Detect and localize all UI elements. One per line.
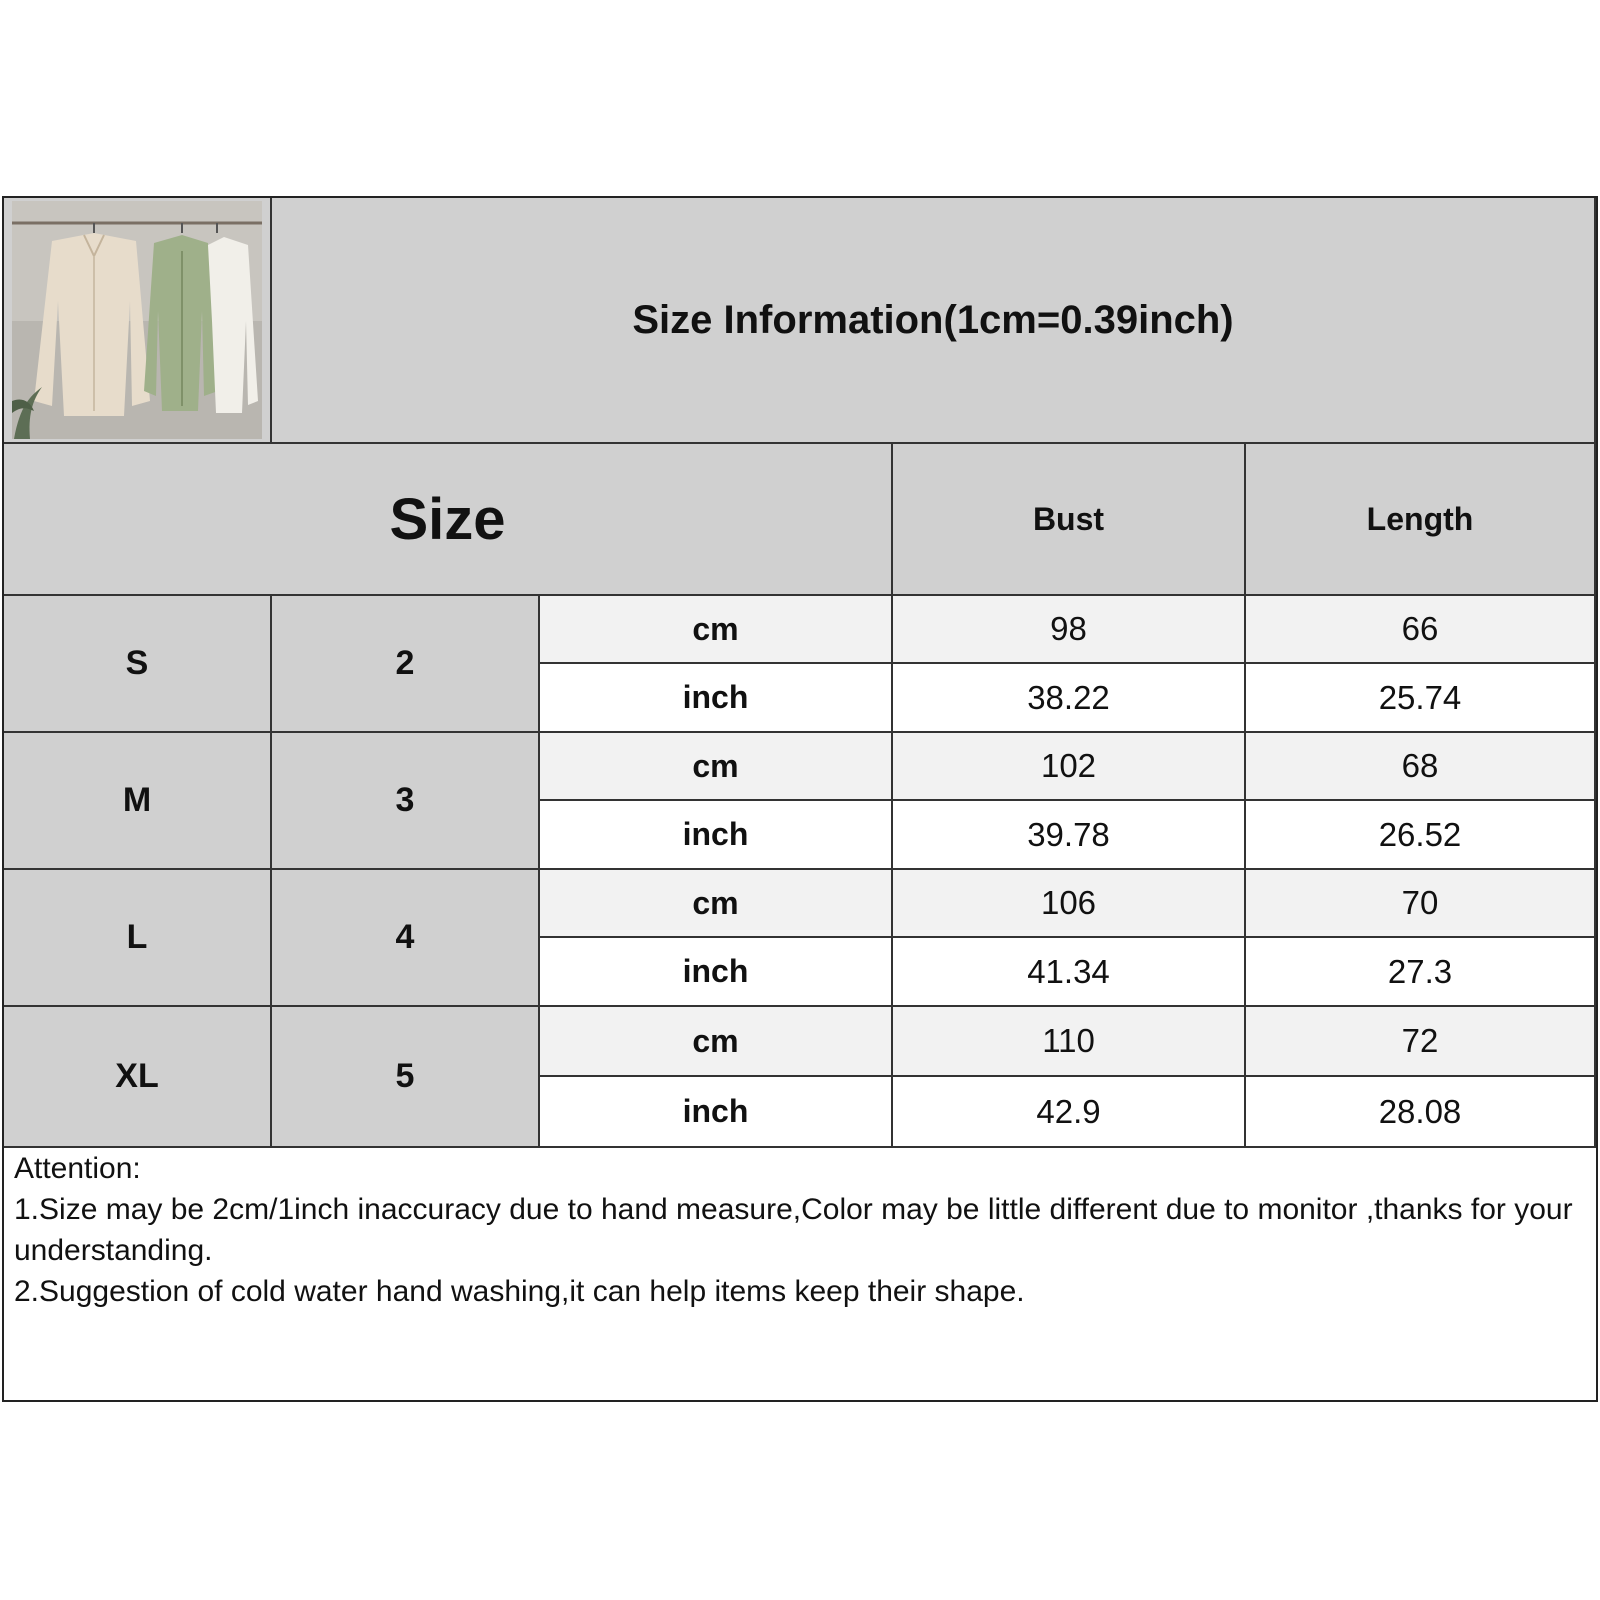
length-value-cell [1246,801,1596,870]
unit-cell [540,1077,893,1148]
bust-value: 41.34 [1027,952,1110,990]
unit-cell [540,870,893,938]
page-title: Size Information(1cm=0.39inch) [632,297,1234,342]
product-photo [12,201,262,439]
bust-value: 106 [1040,884,1097,921]
length-value: 27.3 [1387,952,1453,990]
unit-label: inch [682,679,749,715]
length-value-cell [1246,1007,1596,1077]
bust-value: 38.22 [1027,678,1110,716]
bust-value-cell [893,1077,1246,1148]
bust-value: 39.78 [1027,815,1110,853]
bust-header: Bust [1032,500,1105,537]
size-label: S [125,644,149,682]
size-number-cell [272,1007,540,1148]
size-cell [4,870,272,1007]
title-cell [272,198,1596,444]
bust-value: 110 [1042,1022,1095,1059]
unit-label: cm [692,1022,739,1059]
size-label: L [126,918,148,956]
size-number: 4 [395,918,415,956]
length-header-cell [1246,444,1596,596]
size-cell [4,1007,272,1148]
length-value: 28.08 [1378,1092,1462,1130]
size-header: Size [389,486,506,552]
length-value: 70 [1401,884,1439,921]
bust-header-cell [893,444,1246,596]
unit-cell [540,801,893,870]
attention-notes [4,1148,1596,1400]
size-label: XL [115,1057,159,1095]
length-header: Length [1366,500,1474,537]
bust-value: 42.9 [1036,1092,1101,1130]
unit-label: cm [692,747,739,784]
unit-cell [540,664,893,733]
attention-note: 2.Suggestion of cold water hand washing,it can help items keep their shape. [14,1275,1025,1308]
bust-value-cell [893,733,1246,801]
unit-label: inch [682,816,749,852]
size-cell [4,596,272,733]
attention-heading: Attention: [14,1152,141,1185]
size-number: 3 [395,781,415,819]
length-value: 72 [1401,1022,1439,1059]
unit-cell [540,1007,893,1077]
bust-value-cell [893,870,1246,938]
unit-cell [540,733,893,801]
size-chart [2,196,1598,1402]
attention-note: 1.Size may be 2cm/1inch inaccuracy due to hand measure,Color may be little different due to monitor ,thanks for your understanding. [14,1193,1573,1267]
size-number-cell [272,870,540,1007]
size-number-cell [272,596,540,733]
product-photo-cell [4,198,272,444]
bust-value-cell [893,596,1246,664]
size-number: 5 [395,1057,415,1095]
bust-value-cell [893,938,1246,1007]
size-label: M [122,781,152,819]
length-value: 25.74 [1378,678,1462,716]
length-value-cell [1246,1077,1596,1148]
bust-value: 102 [1040,747,1097,784]
unit-label: inch [682,953,749,989]
length-value: 26.52 [1378,815,1462,853]
unit-label: cm [692,884,739,921]
length-value-cell [1246,733,1596,801]
bust-value: 98 [1050,610,1087,647]
bust-value-cell [893,1007,1246,1077]
size-number: 2 [395,644,415,682]
unit-cell [540,938,893,1007]
unit-cell [540,596,893,664]
length-value-cell [1246,596,1596,664]
bust-value-cell [893,664,1246,733]
length-value-cell [1246,664,1596,733]
bust-value-cell [893,801,1246,870]
size-number-cell [272,733,540,870]
length-value-cell [1246,870,1596,938]
size-header-cell [4,444,893,596]
size-cell [4,733,272,870]
length-value: 66 [1401,610,1439,647]
unit-label: inch [682,1093,749,1129]
length-value: 68 [1401,747,1439,784]
length-value-cell [1246,938,1596,1007]
unit-label: cm [692,610,739,647]
